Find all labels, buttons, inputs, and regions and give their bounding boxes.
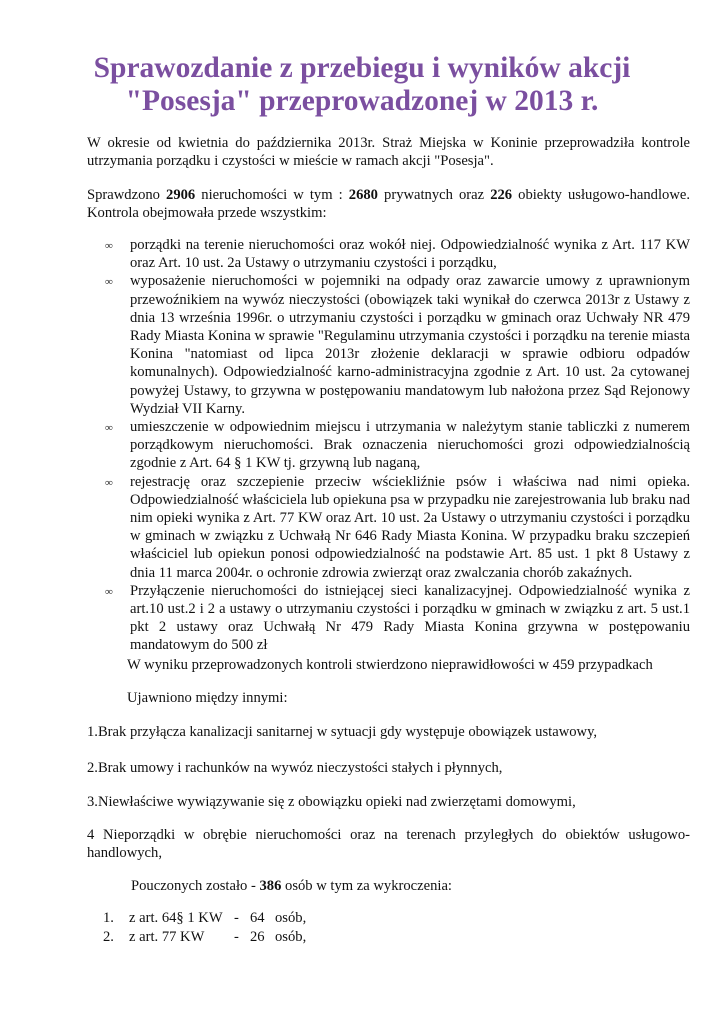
list-item-text: porządki na terenie nieruchomości oraz wokół niej. Odpowiedzialność wynika z Art. 117 KW oraz Art. 10 ust. 2a Ustawy o utrzymaniu czystości i porządku,: [130, 237, 690, 272]
list-item: [87, 272, 690, 418]
list-item-text: rejestrację oraz szczepienie przeciw wściekliźnie psów i właściwa nad nimi opieka. Odpowiedzialność właściciela lub opiekuna psa w przypadku nie zarejestrowania lub braku nad nim opieki wynika z Art. 77 KW oraz Art. 10 ust. 2a Ustawy o utrzymaniu czystości i porządku w gminach w związku z Uchwałą Nr 646 Rady Miasta Konina. W przypadku braku szczepień właściciel lub opiekun ponosi odpowiedzialność na podstawie Art. 85 ust. 1 pkt 8 Ustawy z dnia 11 marca 2004r. o ochronie zdrowia zwierząt oraz zwalczania chorób zakaźnych.: [130, 473, 690, 581]
summary-paragraph: [87, 186, 690, 222]
private-count: 2680: [348, 187, 378, 203]
infinity-bullet-icon: ∞: [105, 240, 113, 252]
list-item: [87, 582, 690, 655]
list-item-text: Przyłączenie nieruchomości do istniejącej sieci kanalizacyjnej. Odpowiedzialność wynika z art.10 ust.2 i 2 a ustawy o utrzymaniu czystości i porządku w gminach w związku z art. 5 ust.1 pkt 2 ustawy oraz Uchwałą Nr 479 Rady Miasta Konina grzywna w postępowaniu mandatowym do 500 zł: [130, 582, 690, 654]
list-item: [87, 418, 690, 473]
finding-3: 3.Niewłaściwe wywiązywanie się z obowiązku opieki nad zwierzętami domowymi,: [87, 794, 576, 810]
summary-text-1: Sprawdzono: [87, 187, 167, 203]
row-dash: -: [234, 929, 239, 945]
summary-text-3: prywatnych oraz: [377, 187, 491, 203]
summary-text-2: nieruchomości w tym :: [195, 187, 349, 203]
instructed-text-1: Pouczonych zostało -: [131, 878, 260, 894]
row-article: z art. 77 KW: [129, 929, 205, 945]
title-line-1: Sprawozdanie z przebiegu i wyników akcji: [93, 52, 631, 84]
commercial-count: 226: [490, 187, 513, 203]
row-unit: osób,: [275, 910, 307, 926]
finding-2: 2.Brak umowy i rachunków na wywóz nieczystości stałych i płynnych,: [87, 760, 503, 776]
result-paragraph: W wyniku przeprowadzonych kontroli stwierdzono nieprawidłowości w 459 przypadkach: [127, 657, 653, 673]
finding-4: 4 Nieporządki w obrębie nieruchomości oraz na terenach przyległych do obiektów usługowo-handlowych,: [87, 827, 690, 862]
list-item-text: wyposażenie nieruchomości w pojemniki na odpady oraz zawarcie umowy z uprawnionym przewoźnikiem na wywóz nieczystości (obowiązek taki wynikał do czerwca 2013r z Ustawy z dnia 13 września 1996r. o utrzymaniu czystości i porządku w gminach oraz Uchwały NR 479 Rady Miasta Konina w sprawie "Regulaminu utrzymania czystości i porządku na terenie miasta Konina "natomiast od lipca 2013r złożenie deklaracji w sprawie odbioru odpadów komunalnych). Odpowiedzialność karno-administracyjna zgodnie z Art. 10 ust. 2a cytowanej powyżej Ustawy, to grzywna w postępowaniu mandatowym lub nałożona przez Sąd Rejonowy Wydział VII Karny.: [130, 273, 690, 417]
row-unit: osób,: [275, 929, 307, 945]
finding-1: 1.Brak przyłącza kanalizacji sanitarnej w sytuacji gdy występuje obowiązek ustawowy,: [87, 724, 598, 740]
row-article: z art. 64§ 1 KW: [129, 910, 223, 926]
list-item: [87, 236, 690, 272]
intro-paragraph: W okresie od kwietnia do października 2013r. Straż Miejska w Koninie przeprowadziła kontrole utrzymania porządku i czystości w mieście w ramach akcji "Posesja".: [87, 135, 690, 170]
infinity-bullet-icon: ∞: [105, 476, 113, 489]
infinity-bullet-icon: ∞: [105, 276, 113, 289]
instructed-paragraph: [131, 877, 452, 895]
inspection-scope-list: [87, 236, 690, 655]
row-count: 64: [250, 910, 265, 926]
summary-text-4: obiekty usługowo-handlowe. Kontrola obejmowała przede wszystkim:: [87, 187, 690, 222]
total-count: 2906: [166, 187, 196, 203]
row-count: 26: [250, 929, 265, 945]
instructed-count: 386: [259, 878, 282, 894]
list-item-text: umieszczenie w odpowiednim miejscu i utrzymania w należytym stanie tabliczki z numerem porządkowym nieruchomości. Brak oznaczenia nieruchomości grozi odpowiedzialnością zgodnie z Art. 64 § 1 KW tj. grzywną lub naganą,: [130, 419, 690, 472]
revealed-heading: Ujawniono między innymi:: [127, 690, 288, 706]
instructed-text-2: osób w tym za wykroczenia:: [281, 878, 452, 894]
infinity-bullet-icon: ∞: [105, 585, 113, 598]
title-line-2: "Posesja" przeprowadzonej w 2013 r.: [125, 85, 599, 117]
infinity-bullet-icon: ∞: [105, 422, 113, 435]
row-dash: -: [234, 910, 239, 926]
document-title: [40, 52, 684, 118]
row-number: 1.: [103, 910, 114, 926]
row-number: 2.: [103, 929, 114, 945]
list-item: [87, 473, 690, 582]
